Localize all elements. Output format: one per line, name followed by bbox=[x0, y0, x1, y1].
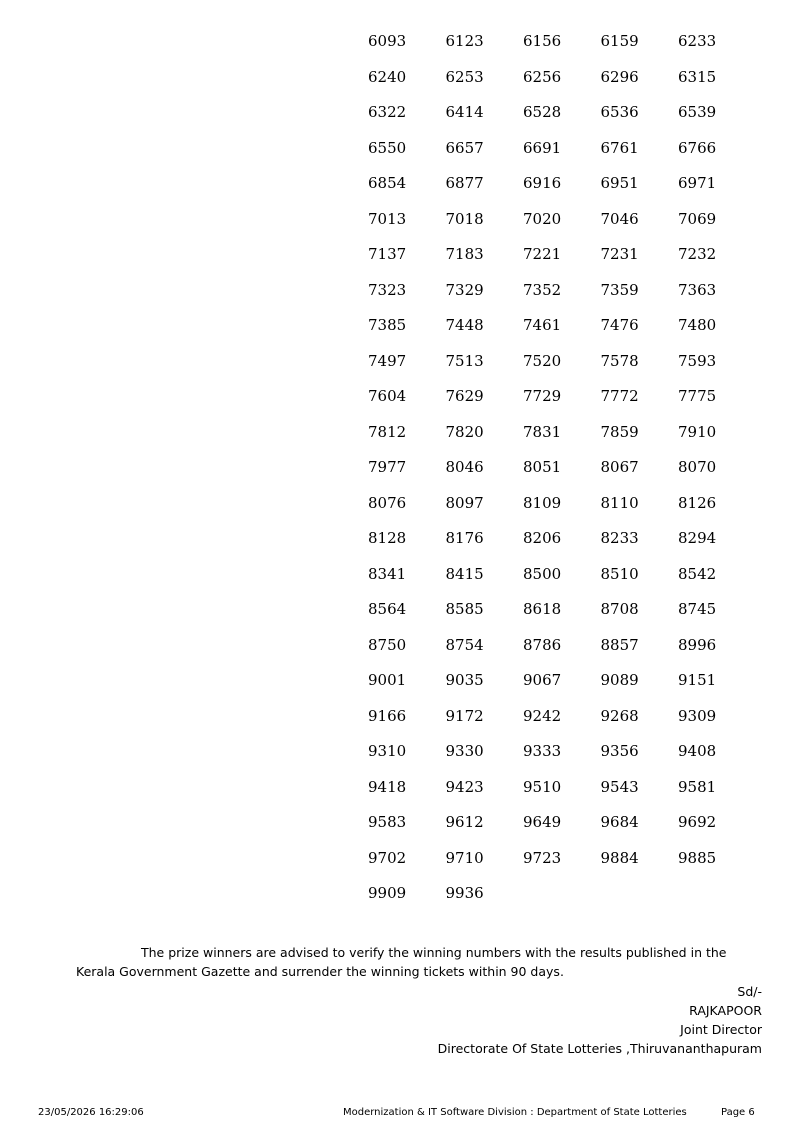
winning-number: 6256 bbox=[523, 67, 562, 86]
winning-number: 9067 bbox=[523, 671, 562, 689]
winning-number: 8754 bbox=[445, 635, 484, 654]
winning-number: 8051 bbox=[523, 458, 562, 476]
winning-number: 7476 bbox=[600, 316, 639, 334]
winning-number: 9581 bbox=[678, 777, 717, 796]
winning-number: 7497 bbox=[368, 351, 407, 370]
winning-number: 8618 bbox=[523, 600, 562, 618]
winning-number: 7018 bbox=[445, 209, 484, 228]
winning-number: 8070 bbox=[678, 458, 717, 476]
winning-number: 9151 bbox=[678, 671, 717, 689]
winning-number: 9356 bbox=[600, 742, 639, 760]
signatory-designation: Joint Director bbox=[680, 1022, 762, 1037]
winning-number: 9884 bbox=[600, 848, 639, 867]
winning-number: 7020 bbox=[523, 209, 562, 228]
winning-number: 7859 bbox=[600, 422, 639, 441]
winning-number: 7729 bbox=[523, 387, 562, 405]
winning-number: 7480 bbox=[678, 316, 717, 334]
winning-number: 8750 bbox=[368, 635, 407, 654]
winning-number: 6123 bbox=[445, 32, 484, 50]
winning-number: 9330 bbox=[445, 742, 484, 760]
winning-number: 8341 bbox=[368, 564, 407, 583]
winning-number: 6159 bbox=[600, 32, 639, 50]
winning-number: 6536 bbox=[600, 103, 639, 121]
winning-number: 7520 bbox=[523, 351, 562, 370]
winning-number: 8233 bbox=[600, 529, 639, 547]
winning-number: 8500 bbox=[523, 564, 562, 583]
winning-number: 7329 bbox=[445, 280, 484, 299]
footer-division: Modernization & IT Software Division : Department of State Lotteries bbox=[343, 1107, 687, 1118]
winning-number: 9692 bbox=[678, 813, 717, 831]
signatory-name: RAJKAPOOR bbox=[689, 1003, 762, 1018]
winning-number: 6539 bbox=[678, 103, 717, 121]
winning-number: 6691 bbox=[523, 138, 562, 157]
winning-number: 9408 bbox=[678, 742, 717, 760]
winning-number: 7385 bbox=[368, 316, 407, 334]
winning-number: 7578 bbox=[600, 351, 639, 370]
signatory-office: Directorate Of State Lotteries ,Thiruvananthapuram bbox=[437, 1041, 762, 1056]
winning-number: 9089 bbox=[600, 671, 639, 689]
winning-number: 9268 bbox=[600, 706, 639, 725]
winning-number: 7831 bbox=[523, 422, 562, 441]
winning-number: 8857 bbox=[600, 635, 639, 654]
winning-number: 9885 bbox=[678, 848, 717, 867]
winning-number: 6156 bbox=[523, 32, 562, 50]
winning-number: 8542 bbox=[678, 564, 717, 583]
winning-number: 7013 bbox=[368, 209, 407, 228]
winning-number: 6916 bbox=[523, 174, 562, 192]
winning-number: 9936 bbox=[445, 884, 484, 902]
winning-number: 9684 bbox=[600, 813, 639, 831]
winning-number: 9310 bbox=[368, 742, 407, 760]
winning-number: 6233 bbox=[678, 32, 717, 50]
winning-number: 7775 bbox=[678, 387, 717, 405]
winning-number: 8564 bbox=[368, 600, 407, 618]
winning-number: 8745 bbox=[678, 600, 717, 618]
winning-number: 9510 bbox=[523, 777, 562, 796]
winning-number: 6877 bbox=[445, 174, 484, 192]
winning-number: 9172 bbox=[445, 706, 484, 725]
winning-number: 6296 bbox=[600, 67, 639, 86]
winning-number: 7232 bbox=[678, 245, 717, 263]
page-footer bbox=[0, 1106, 800, 1122]
winning-number: 9423 bbox=[445, 777, 484, 796]
winning-number: 7448 bbox=[445, 316, 484, 334]
winning-number: 7352 bbox=[523, 280, 562, 299]
winning-number: 7513 bbox=[445, 351, 484, 370]
winning-number: 6971 bbox=[678, 174, 717, 192]
winning-number: 8585 bbox=[445, 600, 484, 618]
winning-number: 7977 bbox=[368, 458, 407, 476]
winning-number: 9333 bbox=[523, 742, 562, 760]
winning-number: 7363 bbox=[678, 280, 717, 299]
winning-number: 9723 bbox=[523, 848, 562, 867]
winning-number: 6550 bbox=[368, 138, 407, 157]
winning-number: 6240 bbox=[368, 67, 407, 86]
winning-number: 7323 bbox=[368, 280, 407, 299]
winning-number: 8110 bbox=[600, 493, 639, 512]
winning-number: 7231 bbox=[600, 245, 639, 263]
winning-number: 8294 bbox=[678, 529, 717, 547]
winning-number: 8786 bbox=[523, 635, 562, 654]
winning-number: 6414 bbox=[445, 103, 484, 121]
winning-number: 9001 bbox=[368, 671, 407, 689]
winning-number: 8415 bbox=[445, 564, 484, 583]
winning-number: 8206 bbox=[523, 529, 562, 547]
winning-number: 6253 bbox=[445, 67, 484, 86]
winning-number: 9710 bbox=[445, 848, 484, 867]
winning-number: 6322 bbox=[368, 103, 407, 121]
winning-number: 7593 bbox=[678, 351, 717, 370]
winning-number: 7812 bbox=[368, 422, 407, 441]
winning-number: 7221 bbox=[523, 245, 562, 263]
footer-page-number: Page 6 bbox=[721, 1107, 755, 1118]
winning-number: 7183 bbox=[445, 245, 484, 263]
winning-number: 8510 bbox=[600, 564, 639, 583]
winning-number: 8128 bbox=[368, 529, 407, 547]
winning-number: 7359 bbox=[600, 280, 639, 299]
winning-number: 7629 bbox=[445, 387, 484, 405]
winning-number: 8076 bbox=[368, 493, 407, 512]
winning-number: 6766 bbox=[678, 138, 717, 157]
signature-block bbox=[438, 982, 762, 1058]
footer-timestamp: 23/05/2026 16:29:06 bbox=[38, 1107, 144, 1118]
verification-notice: The prize winners are advised to verify the winning numbers with the results published in the Kerala Government Gazette and surrender the winning tickets within 90 days. bbox=[76, 945, 727, 979]
winning-number: 9612 bbox=[445, 813, 484, 831]
winning-number: 9649 bbox=[523, 813, 562, 831]
winning-number: 9035 bbox=[445, 671, 484, 689]
winning-number: 8996 bbox=[678, 635, 717, 654]
winning-number: 6761 bbox=[600, 138, 639, 157]
winning-number: 9583 bbox=[368, 813, 407, 831]
winning-number: 7772 bbox=[600, 387, 639, 405]
winning-number: 9702 bbox=[368, 848, 407, 867]
winning-number: 8097 bbox=[445, 493, 484, 512]
winning-number: 7461 bbox=[523, 316, 562, 334]
winning-number: 8708 bbox=[600, 600, 639, 618]
winning-number: 7137 bbox=[368, 245, 407, 263]
winning-number: 8176 bbox=[445, 529, 484, 547]
winning-number: 9166 bbox=[368, 706, 407, 725]
winning-number: 7820 bbox=[445, 422, 484, 441]
winning-number: 9909 bbox=[368, 884, 407, 902]
winning-number: 8126 bbox=[678, 493, 717, 512]
winning-number: 6315 bbox=[678, 67, 717, 86]
winning-number: 6093 bbox=[368, 32, 407, 50]
winning-number: 7910 bbox=[678, 422, 717, 441]
winning-number: 6854 bbox=[368, 174, 407, 192]
winning-number: 8046 bbox=[445, 458, 484, 476]
winning-number: 9309 bbox=[678, 706, 717, 725]
winning-number: 7069 bbox=[678, 209, 717, 228]
winning-number: 9418 bbox=[368, 777, 407, 796]
signature-sd: Sd/- bbox=[737, 984, 762, 999]
winning-number: 9242 bbox=[523, 706, 562, 725]
winning-number: 6657 bbox=[445, 138, 484, 157]
winning-number: 9543 bbox=[600, 777, 639, 796]
winning-number: 6528 bbox=[523, 103, 562, 121]
winning-number: 8109 bbox=[523, 493, 562, 512]
winning-numbers-grid bbox=[368, 31, 756, 919]
winning-number: 7046 bbox=[600, 209, 639, 228]
winning-number: 6951 bbox=[600, 174, 639, 192]
winning-number: 7604 bbox=[368, 387, 407, 405]
winning-number: 8067 bbox=[600, 458, 639, 476]
